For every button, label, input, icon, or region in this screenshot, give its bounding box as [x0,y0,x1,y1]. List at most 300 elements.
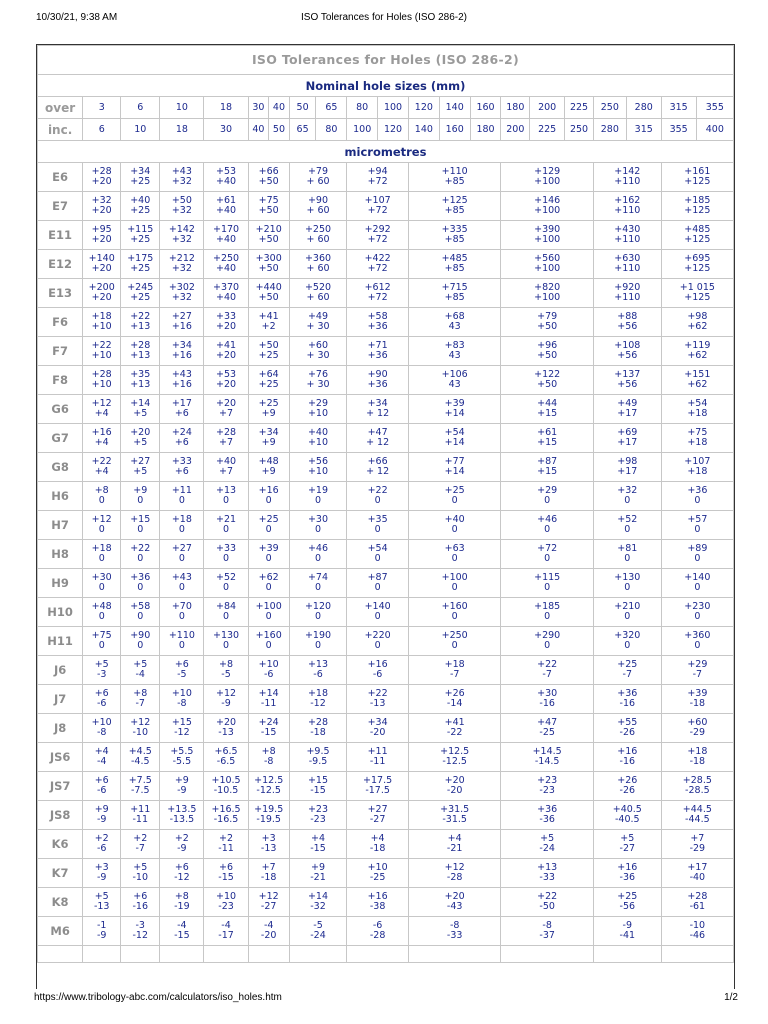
tolerance-cell [661,279,733,308]
tolerance-cell [408,801,500,830]
upper-deviation: +612 [364,282,391,293]
upper-deviation: +30 [537,688,558,699]
lower-deviation: -12.5 [256,785,281,796]
tolerance-cell [289,395,347,424]
lower-deviation: 0 [223,553,230,564]
tolerance-cell [408,163,500,192]
tolerance-cell [347,424,409,453]
lower-deviation: +6 [174,466,189,477]
grade-label: JS8 [38,801,83,830]
lower-deviation: 0 [223,582,230,593]
lower-deviation: +72 [367,292,388,303]
grade-row [38,801,734,830]
upper-deviation: -8 [449,920,460,931]
lower-deviation: +85 [444,176,465,187]
lower-deviation: +32 [171,263,192,274]
lower-deviation: 43 [448,379,461,390]
tolerance-cell [408,569,500,598]
upper-deviation: +142 [168,224,195,235]
upper-deviation: +10.5 [211,775,241,786]
upper-deviation: +79 [307,166,329,177]
lower-deviation: -15 [310,843,326,854]
tolerance-cell [661,482,733,511]
lower-deviation: +20 [91,263,112,274]
tolerance-cell [83,192,121,221]
upper-deviation: +560 [534,253,561,264]
tolerance-cell [289,772,347,801]
tolerance-cell [347,366,409,395]
tolerance-cell [408,482,500,511]
over-label: over [38,97,83,119]
tolerance-cell [248,395,289,424]
upper-deviation: +10 [216,891,237,902]
over-size-cell: 50 [289,97,316,119]
tolerance-cell [160,308,204,337]
lower-deviation: +18 [687,466,708,477]
lower-deviation: +18 [687,408,708,419]
tolerance-cell [661,627,733,656]
lower-deviation: +16 [171,379,192,390]
upper-deviation: +13 [307,659,329,670]
upper-deviation: +140 [88,253,115,264]
tolerance-cell [248,685,289,714]
grade-label: J8 [38,714,83,743]
tolerance-cell [204,308,248,337]
lower-deviation: +110 [614,263,641,274]
grade-row [38,366,734,395]
lower-deviation: 0 [374,524,381,535]
grade-row [38,714,734,743]
tolerance-cell [160,598,204,627]
upper-deviation: +16.5 [211,804,241,815]
lower-deviation: +32 [171,234,192,245]
upper-deviation: +23 [307,804,329,815]
tolerance-cell [160,482,204,511]
lower-deviation: 0 [544,524,551,535]
tolerance-cell [160,163,204,192]
tolerance-cell [347,569,409,598]
lower-deviation: +10 [91,350,112,361]
lower-deviation: +25 [130,234,151,245]
lower-deviation: +50 [258,263,279,274]
upper-deviation: +84 [216,601,237,612]
over-size-cell: 6 [121,97,160,119]
lower-deviation: +15 [537,466,558,477]
lower-deviation: 0 [451,611,458,622]
tolerance-cell [204,424,248,453]
tolerance-cell [289,714,347,743]
grade-label: M6 [38,917,83,946]
upper-deviation: +10 [258,659,279,670]
inc-size-cell: 200 [501,119,530,141]
lower-deviation: 0 [694,640,701,651]
lower-deviation: 0 [265,553,272,564]
tolerance-cell [593,685,661,714]
tolerance-cell [661,714,733,743]
tolerance-cell [160,627,204,656]
lower-deviation: -24 [539,843,555,854]
upper-deviation: +160 [255,630,282,641]
lower-deviation: -6 [263,669,274,680]
lower-deviation: -27 [260,901,277,912]
lower-deviation: -9 [221,698,231,709]
upper-deviation: +6 [133,891,148,902]
tolerance-cell [248,221,289,250]
tolerance-cell [408,511,500,540]
upper-deviation: +18 [687,746,708,757]
lower-deviation: -16 [132,901,148,912]
upper-deviation: +88 [617,311,638,322]
tolerance-cell [289,685,347,714]
lower-deviation: +15 [537,408,558,419]
lower-deviation: +100 [534,292,561,303]
upper-deviation: +24 [171,427,192,438]
upper-deviation: +110 [168,630,195,641]
lower-deviation: +56 [617,379,638,390]
lower-deviation: -13 [218,727,234,738]
upper-deviation: +90 [367,369,388,380]
lower-deviation: +36 [367,321,388,332]
tolerance-cell [121,308,160,337]
upper-deviation: +6 [219,862,234,873]
upper-deviation: +20 [444,775,465,786]
tolerance-cell [83,656,121,685]
tolerance-cell [248,366,289,395]
lower-deviation: -7 [622,669,633,680]
upper-deviation: +61 [216,195,237,206]
upper-deviation: +25 [617,891,638,902]
grade-label: K6 [38,830,83,859]
tolerance-cell [593,888,661,917]
tolerance-cell [248,656,289,685]
lower-deviation: 0 [265,495,272,506]
upper-deviation: +12.5 [254,775,284,786]
tolerance-cell [661,859,733,888]
tolerance-cell [347,221,409,250]
lower-deviation: -46 [689,930,706,941]
upper-deviation: +5 [540,833,555,844]
upper-deviation: +129 [534,166,561,177]
continued-cell [661,946,733,963]
lower-deviation: 43 [448,350,461,361]
lower-deviation: -10.5 [213,785,239,796]
tolerance-cell [160,888,204,917]
upper-deviation: +53 [216,166,237,177]
continued-cell [501,946,593,963]
upper-deviation: +250 [213,253,240,264]
upper-deviation: +6 [94,688,109,699]
tolerance-cell [204,830,248,859]
upper-deviation: +5 [620,833,635,844]
tolerance-cell [593,511,661,540]
lower-deviation: -61 [689,901,706,912]
upper-deviation: +12.5 [440,746,470,757]
lower-deviation: +25 [130,263,151,274]
tolerance-cell [248,830,289,859]
upper-deviation: +36 [687,485,708,496]
lower-deviation: 0 [624,611,631,622]
inc-size-cell: 40 [248,119,269,141]
upper-deviation: +142 [614,166,641,177]
upper-deviation: +28 [307,717,329,728]
lower-deviation: -7 [542,669,552,680]
tolerance-cell [289,888,347,917]
lower-deviation: 0 [265,640,272,651]
lower-deviation: +10 [307,466,329,477]
lower-deviation: +110 [614,292,641,303]
upper-deviation: +48 [258,456,279,467]
lower-deviation: +40 [216,292,237,303]
upper-deviation: +40 [444,514,465,525]
lower-deviation: 0 [223,640,230,651]
tolerance-cell [204,395,248,424]
upper-deviation: +16 [258,485,279,496]
grade-label: F6 [38,308,83,337]
upper-deviation: +28 [216,427,237,438]
upper-deviation: +70 [171,601,192,612]
upper-deviation: +485 [684,224,711,235]
upper-deviation: +22 [367,688,388,699]
upper-deviation: +54 [687,398,708,409]
upper-deviation: +25 [444,485,465,496]
tolerance-cell [661,656,733,685]
upper-deviation: +320 [614,630,641,641]
tolerance-cell [408,598,500,627]
tolerance-cell [501,888,593,917]
tolerance-cell [204,221,248,250]
lower-deviation: -4 [96,756,107,767]
lower-deviation: 0 [624,495,631,506]
lower-deviation: -15 [218,872,234,883]
upper-deviation: -3 [135,920,145,931]
tolerance-cell [83,221,121,250]
lower-deviation: -11 [260,698,277,709]
lower-deviation: +72 [367,176,388,187]
lower-deviation: -29 [689,843,706,854]
grade-label: K8 [38,888,83,917]
tolerance-cell [204,482,248,511]
lower-deviation: +72 [367,205,388,216]
lower-deviation: +62 [687,379,708,390]
tolerance-cell [408,917,500,946]
tolerance-cell [593,859,661,888]
lower-deviation: +10 [91,379,112,390]
tolerance-cell [289,192,347,221]
upper-deviation: +13 [537,862,558,873]
lower-deviation: +5 [133,408,148,419]
lower-deviation: +72 [367,234,388,245]
lower-deviation: 0 [178,611,185,622]
lower-deviation: -13.5 [169,814,195,825]
lower-deviation: -9 [177,843,187,854]
upper-deviation: +9 [94,804,109,815]
tolerance-cell [593,163,661,192]
upper-deviation: +28.5 [682,775,712,786]
grade-label: F8 [38,366,83,395]
lower-deviation: + 60 [306,292,330,303]
upper-deviation: +12 [444,862,465,873]
upper-deviation: +190 [304,630,332,641]
lower-deviation: -16.5 [213,814,239,825]
tolerance-cell [121,395,160,424]
tolerance-cell [593,772,661,801]
tolerance-cell [204,917,248,946]
upper-deviation: +25 [258,514,279,525]
inc-size-cell: 400 [696,119,733,141]
upper-deviation: +77 [444,456,465,467]
tolerance-cell [347,598,409,627]
lower-deviation: +100 [534,263,561,274]
tolerance-cell [121,163,160,192]
inc-size-cell: 6 [83,119,121,141]
upper-deviation: +32 [617,485,638,496]
tolerance-cell [160,424,204,453]
grade-label: E11 [38,221,83,250]
lower-deviation: +125 [684,292,711,303]
tolerance-cell [289,569,347,598]
tolerance-cell [289,801,347,830]
tolerance-cell [408,337,500,366]
lower-deviation: -20 [260,930,277,941]
tolerance-cell [661,685,733,714]
upper-deviation: +30 [307,514,329,525]
tolerance-cell [83,424,121,453]
upper-deviation: +50 [258,340,279,351]
inc-size-cell: 140 [408,119,439,141]
lower-deviation: -28.5 [685,785,710,796]
lower-deviation: +125 [684,176,711,187]
tolerance-cell [160,453,204,482]
upper-deviation: +75 [687,427,708,438]
upper-deviation: +4 [370,833,385,844]
tolerance-cell [204,511,248,540]
over-size-cell: 140 [439,97,470,119]
lower-deviation: -31.5 [442,814,467,825]
grade-row [38,221,734,250]
tolerance-cell [121,482,160,511]
upper-deviation: +41 [444,717,465,728]
grade-row [38,308,734,337]
tolerance-cell [408,714,500,743]
inc-size-cell: 225 [530,119,565,141]
lower-deviation: 0 [314,582,322,593]
lower-deviation: +14 [444,437,465,448]
upper-deviation: +12 [91,514,112,525]
upper-deviation: +57 [687,514,708,525]
upper-deviation: +2 [219,833,234,844]
upper-deviation: +60 [307,340,329,351]
upper-deviation: +31.5 [440,804,470,815]
over-size-cell: 280 [626,97,661,119]
lower-deviation: +110 [614,205,641,216]
over-size-cell: 65 [316,97,347,119]
tolerance-cell [593,395,661,424]
tolerance-cell [248,801,289,830]
upper-deviation: +6 [174,862,189,873]
lower-deviation: +85 [444,292,465,303]
upper-deviation: +48 [91,601,112,612]
upper-deviation: +370 [213,282,240,293]
upper-deviation: -4 [177,920,187,931]
lower-deviation: 0 [374,553,381,564]
upper-deviation: +81 [617,543,638,554]
tolerance-cell [248,569,289,598]
tolerance-cell [501,250,593,279]
upper-deviation: +22 [130,311,151,322]
lower-deviation: +50 [537,379,558,390]
tolerance-cell [121,250,160,279]
lower-deviation: -12.5 [442,756,467,767]
tolerance-cell [121,714,160,743]
inc-row [38,119,734,141]
upper-deviation: +54 [444,427,465,438]
print-datetime: 10/30/21, 9:38 AM [36,12,118,23]
tolerance-table-frame [36,44,735,989]
inc-size-cell: 65 [289,119,316,141]
upper-deviation: +75 [91,630,112,641]
lower-deviation: 0 [223,495,230,506]
lower-deviation: -9 [96,872,107,883]
tolerance-cell [347,482,409,511]
upper-deviation: +20 [444,891,465,902]
tolerance-cell [248,279,289,308]
grade-label: JS7 [38,772,83,801]
upper-deviation: +108 [614,340,641,351]
tolerance-cell [347,192,409,221]
tolerance-cell [347,830,409,859]
tolerance-cell [204,859,248,888]
continued-cell [83,946,121,963]
tolerance-cell [248,714,289,743]
lower-deviation: -21 [446,843,463,854]
tolerance-cell [204,685,248,714]
tolerance-cell [248,859,289,888]
upper-deviation: +212 [168,253,195,264]
lower-deviation: -40.5 [615,814,640,825]
upper-deviation: +69 [617,427,638,438]
lower-deviation: +25 [258,379,279,390]
tolerance-cell [121,888,160,917]
tolerance-cell [408,424,500,453]
inc-size-cell: 18 [160,119,204,141]
tolerance-cell [593,279,661,308]
tolerance-cell [593,366,661,395]
tolerance-cell [248,511,289,540]
tolerance-cell [204,569,248,598]
lower-deviation: +50 [258,234,279,245]
tolerance-cell [204,656,248,685]
tolerance-cell [501,714,593,743]
lower-deviation: -23 [218,901,234,912]
upper-deviation: +9.5 [306,746,330,757]
lower-deviation: -7 [692,669,703,680]
upper-deviation: +440 [255,282,282,293]
tolerance-cell [408,308,500,337]
upper-deviation: +24 [258,717,279,728]
upper-deviation: -5 [313,920,323,931]
lower-deviation: 0 [98,553,105,564]
tolerance-cell [248,743,289,772]
upper-deviation: +5 [94,891,109,902]
lower-deviation: +40 [216,176,237,187]
upper-deviation: +4 [94,746,109,757]
lower-deviation: +14 [444,466,465,477]
upper-deviation: +14 [307,891,329,902]
lower-deviation: -7 [449,669,460,680]
lower-deviation: +14 [444,408,465,419]
tolerance-cell [121,685,160,714]
over-size-cell: 18 [204,97,248,119]
